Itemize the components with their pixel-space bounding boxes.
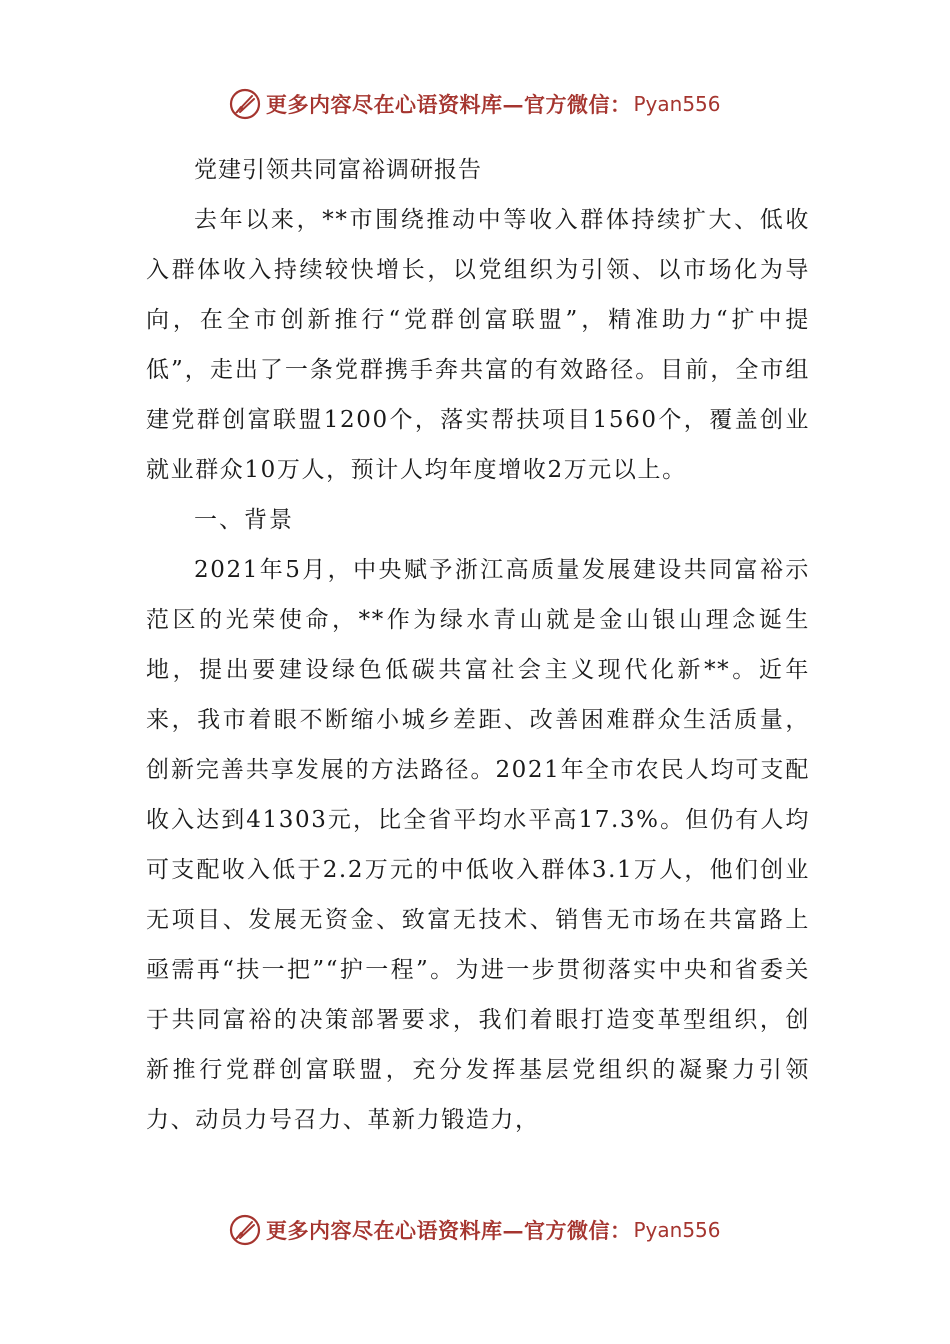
document-title: 党建引领共同富裕调研报告 — [194, 157, 482, 183]
watermark-wechat-id: Pyan556 — [633, 1218, 721, 1242]
section-heading-background: 一、背景 — [194, 507, 294, 533]
watermark-text: 更多内容尽在心语资料库—官方微信： — [266, 1218, 632, 1243]
watermark-wechat-id: Pyan556 — [633, 92, 721, 116]
quill-logo-icon — [228, 1213, 262, 1247]
quill-logo-icon — [228, 87, 262, 121]
document-body — [146, 145, 810, 1145]
watermark-banner-top — [228, 84, 721, 124]
intro-paragraph: 去年以来，**市围绕推动中等收入群体持续扩大、低收入群体收入持续较快增长，以党组织为引领、以市场化为导向，在全市创新推行“党群创富联盟”，精准助力“扩中提低”，走出了一条党群携手奔共富的有效路径。目前，全市组建党群创富联盟1200个，落实帮扶项目1560个，覆盖创业就业群众10万人，预计人均年度增收2万元以上。 — [146, 207, 810, 483]
watermark-text: 更多内容尽在心语资料库—官方微信： — [266, 92, 632, 117]
background-paragraph: 2021年5月，中央赋予浙江高质量发展建设共同富裕示范区的光荣使命，**作为绿水青山就是金山银山理念诞生地，提出要建设绿色低碳共富社会主义现代化新**。近年来，我市着眼不断缩小城乡差距、改善困难群众生活质量，创新完善共享发展的方法路径。2021年全市农民人均可支配收入达到41303元，比全省平均水平高17.3%。但仍有人均可支配收入低于2.2万元的中低收入群体3.1万人，他们创业无项目、发展无资金、致富无技术、销售无市场在共富路上亟需再“扶一把”“护一程”。为进一步贯彻落实中央和省委关于共同富裕的决策部署要求，我们着眼打造变革型组织，创新推行党群创富联盟，充分发挥基层党组织的凝聚力引领力、动员力号召力、革新力锻造力， — [146, 557, 810, 1133]
watermark-banner-bottom — [228, 1210, 721, 1250]
